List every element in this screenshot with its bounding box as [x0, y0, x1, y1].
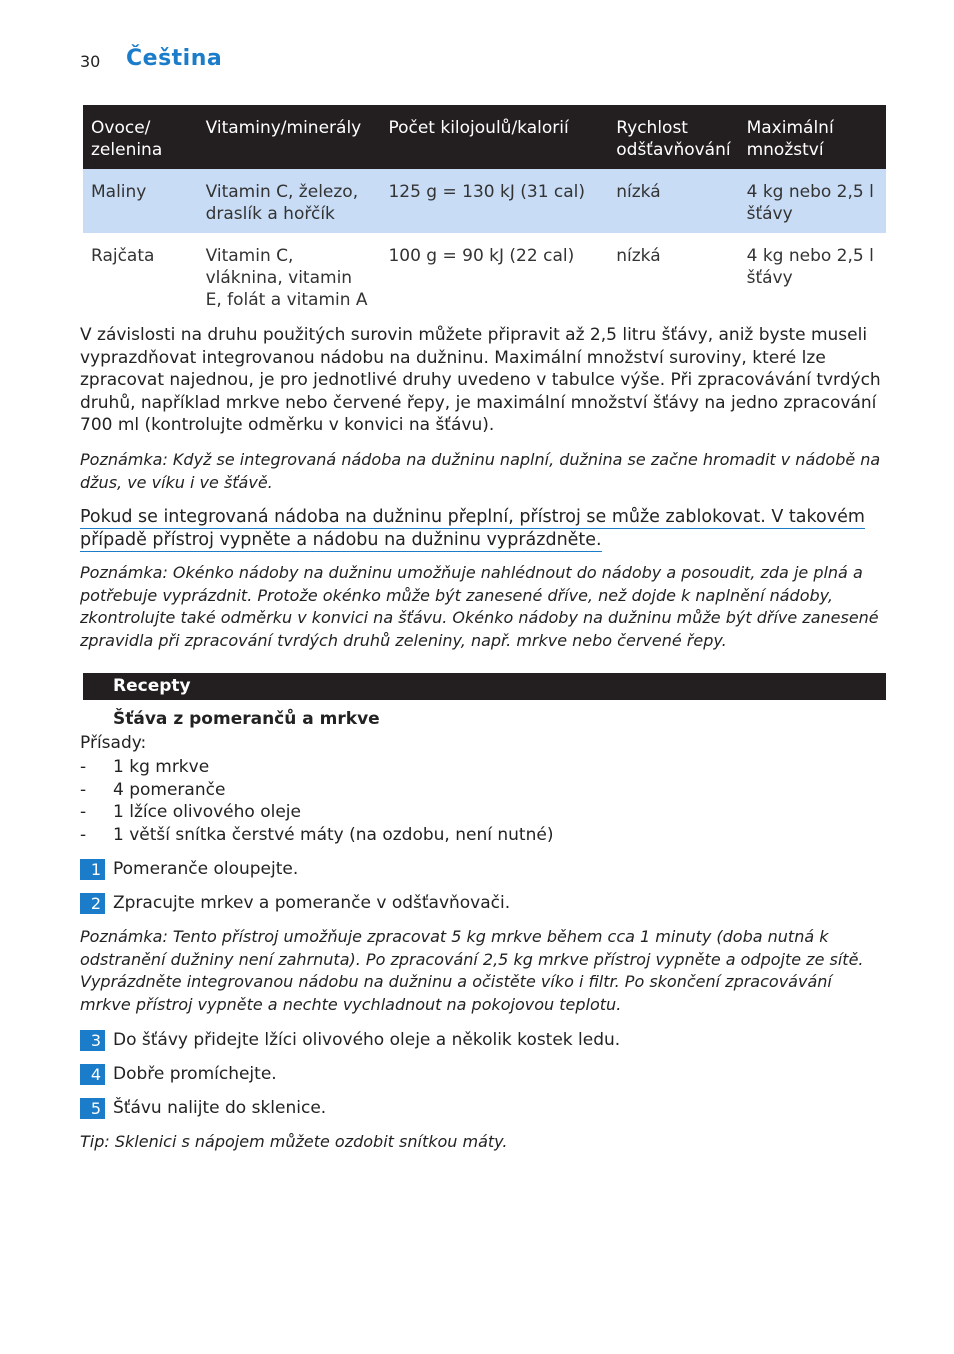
table-row	[83, 233, 886, 319]
column-header: Maximální množství	[739, 105, 886, 169]
tip-text: Tip: Sklenici s nápojem můžete ozdobit snítkou máty.	[80, 1132, 508, 1151]
table-row	[83, 169, 886, 233]
bullet-dash: -	[80, 757, 87, 777]
table-header-row	[83, 105, 886, 169]
bullet-dash: -	[80, 825, 87, 846]
step-number-badge: 1	[80, 859, 105, 880]
ingredient-text: 1 větší snítka čerstvé máty (na ozdobu, není nutné)	[113, 825, 554, 846]
table-cell: 125 g = 130 kJ (31 cal)	[380, 169, 608, 233]
nutrition-table	[83, 105, 886, 319]
column-header: Počet kilojoulů/kalorií	[380, 105, 608, 169]
step-text: Pomeranče oloupejte.	[113, 859, 299, 879]
section-language-title: Čeština	[126, 46, 223, 71]
step-number-badge: 5	[80, 1098, 105, 1119]
table-cell: 100 g = 90 kJ (22 cal)	[388, 246, 575, 266]
section-title: Recepty	[113, 676, 191, 696]
body-paragraph: V závislosti na druhu použitých surovin můžete připravit až 2,5 litru šťávy, aniž byste museli vyprazdňovat integrovanou nádobu na dužninu. Maximální množství suroviny, které lze zpracovat najednou, je pro jednotlivé druhy uvedeno v tabulce výše. Při zpracovávání tvrdých druhů, například mrkve nebo červené řepy, je maximální množství šťávy na jedno zpracování 700 ml (kontrolujte odměrku v konvici na šťávu).	[80, 325, 881, 435]
table-cell: 4 kg nebo 2,5 l šťávy	[739, 169, 886, 233]
note-carrot-processing: Poznámka: Tento přístroj umožňuje zpracovat 5 kg mrkve během cca 1 minuty (doba nutná k odstranění dužniny není zahrnuta). Po zpracování 2,5 kg mrkve přístroj vypněte a odpojte ze sítě. Vyprázdněte integrovanou nádobu na dužninu a očistěte víko i filtr. Po skončení zpracovávání mrkve přístroj vypněte a nechte vychladnout na pokojovou teplotu.	[80, 927, 864, 1014]
table-cell: Rajčata	[91, 246, 155, 266]
note-pulp-container: Poznámka: Když se integrovaná nádoba na dužninu naplní, dužnina se začne hromadit v nádobě na džus, ve víku i ve šťávě.	[80, 450, 881, 492]
warning-label: Pokud se integrovaná nádoba na dužninu přeplní, přístroj se může zablokovat. V takovém případě přístroj vypněte a nádobu na dužninu vyprázdněte.	[80, 507, 865, 550]
column-header: Vitaminy/minerály	[198, 105, 381, 169]
ingredient-text: 4 pomeranče	[113, 779, 226, 800]
table-cell: Vitamin C, železo, draslík a hořčík	[198, 169, 381, 233]
step-text: Dobře promíchejte.	[113, 1064, 277, 1084]
step-text: Zpracujte mrkev a pomeranče v odšťavňovači.	[113, 893, 511, 913]
list-item	[80, 779, 553, 802]
table-cell: nízká	[608, 169, 738, 233]
warning-text	[80, 506, 886, 551]
step-number-badge: 2	[80, 893, 105, 914]
table-cell: Vitamin C, vláknina, vitamin E, folát a vitamin A	[205, 246, 368, 310]
column-header: Rychlost odšťavňování	[608, 105, 738, 169]
ingredients-list	[80, 756, 553, 847]
list-item	[80, 756, 553, 779]
list-item	[80, 801, 553, 824]
note-pulp-window: Poznámka: Okénko nádoby na dužninu umožňuje nahlédnout do nádoby a posoudit, zda je plná a potřebuje vyprázdnit. Protože okénko může být zanesené dříve, než dojde k naplnění nádoby, zkontrolujte také odměrku v konvici na šťávu. Okénko nádoby na dužninu může být dříve zanesené zpravidla při zpracování tvrdých druhů zeleniny, např. mrkve nebo červené řepy.	[80, 563, 879, 650]
step-text: Do šťávy přidejte lžíci olivového oleje a několik kostek ledu.	[113, 1030, 621, 1050]
table-cell: 4 kg nebo 2,5 l šťávy	[746, 246, 874, 288]
step-number-badge: 3	[80, 1030, 105, 1051]
bullet-dash: -	[80, 779, 87, 800]
ingredient-text: 1 kg mrkve	[113, 757, 210, 777]
list-item	[80, 824, 553, 847]
step-text: Šťávu nalijte do sklenice.	[113, 1098, 327, 1118]
table-cell: Maliny	[83, 169, 198, 233]
column-header: Ovoce/ zelenina	[83, 105, 198, 169]
page-number: 30	[80, 52, 101, 71]
recipe-title: Šťáva z pomerančů a mrkve	[113, 709, 380, 729]
step-number-badge: 4	[80, 1064, 105, 1085]
table-cell: nízká	[616, 246, 661, 266]
ingredient-text: 1 lžíce olivového oleje	[113, 802, 301, 823]
ingredients-label: Přísady:	[80, 733, 147, 753]
bullet-dash: -	[80, 802, 87, 823]
section-header-recipes	[83, 673, 886, 700]
